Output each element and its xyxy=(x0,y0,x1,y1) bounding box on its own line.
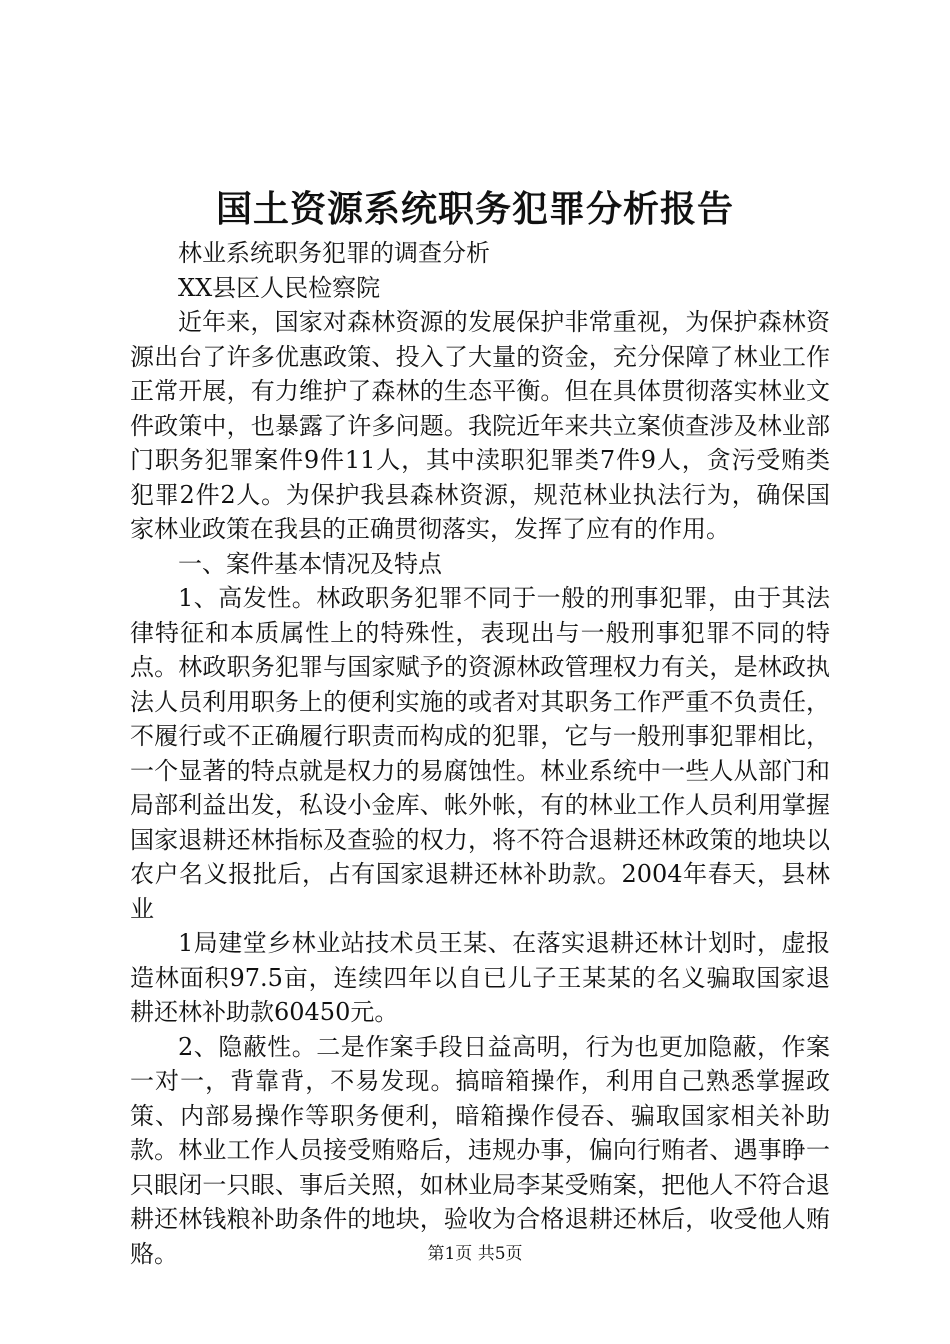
subtitle-line: 林业系统职务犯罪的调查分析 xyxy=(178,239,490,267)
paragraph-high-incidence: 1、高发性。林政职务犯罪不同于一般的刑事犯罪，由于其法律特征和本质属性上的特殊性，表现出与一般刑事犯罪不同的特点。林政职务犯罪与国家赋予的资源林政管理权力有关，是林政执法人员利用职务上的便利实施的或者对其职务工作严重不负责任，不履行或不正确履行职责而构成的犯罪，它与一般刑事犯罪相比，一个显著的特点就是权力的易腐蚀性。林业系统中一些人从部门和局部利益出发，私设小金库、帐外帐，有的林业工作人员利用掌握国家退耕还林指标及查验的权力，将不符合退耕还林政策的地块以农户名义报批后，占有国家退耕还林补助款。2004年春天，县林业 xyxy=(130,584,830,923)
document-body xyxy=(130,236,830,1271)
paragraph-case-example: 1局建堂乡林业站技术员王某、在落实退耕还林计划时，虚报造林面积97.5亩，连续四年以自已儿子王某某的名义骗取国家退耕还林补助款60450元。 xyxy=(130,929,830,1026)
paragraph-concealment: 2、隐蔽性。二是作案手段日益高明，行为也更加隐蔽，作案一对一，背靠背，不易发现。搞暗箱操作，利用自己熟悉掌握政策、内部易操作等职务便利，暗箱操作侵吞、骗取国家相关补助款。林业工作人员接受贿赂后，违规办事，偏向行贿者、遇事睁一只眼闭一只眼、事后关照，如林业局李某受贿案，把他人不符合退耕还林钱粮补助条件的地块，验收为合格退耕还林后，收受他人贿赂。 xyxy=(130,1032,830,1268)
author-line: XX县区人民检察院 xyxy=(178,273,381,302)
section-heading: 一、案件基本情况及特点 xyxy=(178,549,442,578)
paragraph-intro: 近年来，国家对森林资源的发展保护非常重视，为保护森林资源出台了许多优惠政策、投入了大量的资金，充分保障了林业工作正常开展，有力维护了森林的生态平衡。但在具体贯彻落实林业文件政策中，也暴露了许多问题。我院近年来共立案侦查涉及林业部门职务犯罪案件9件11人，其中渎职犯罪类7件9人，贪污受贿类犯罪2件2人。为保护我县森林资源，规范林业执法行为，确保国家林业政策在我县的正确贯彻落实，发挥了应有的作用。 xyxy=(130,308,830,543)
page-footer: 第1页 共5页 xyxy=(427,1244,523,1264)
document-title: 国土资源系统职务犯罪分析报告 xyxy=(215,188,734,230)
